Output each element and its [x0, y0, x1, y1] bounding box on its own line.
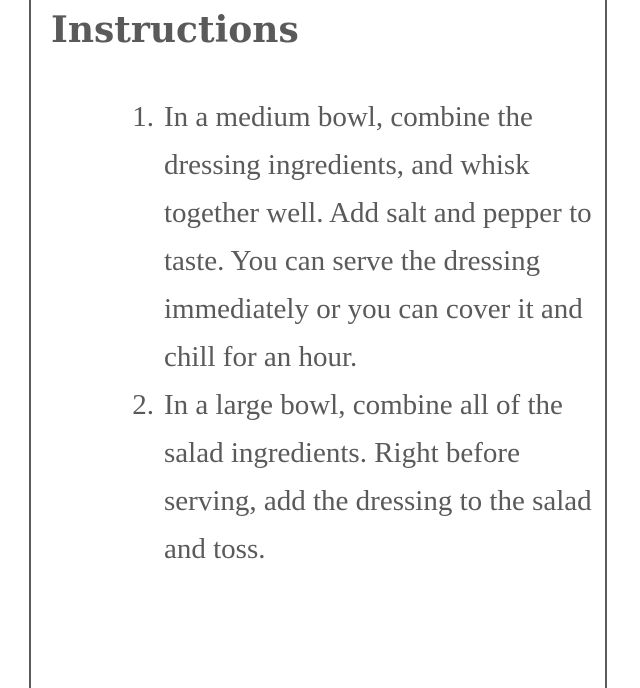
step-number: 2.: [132, 389, 154, 421]
instruction-step: [132, 381, 604, 573]
instruction-step: [132, 93, 604, 381]
step-text: In a medium bowl, combine the dressing ingredients, and whisk together well. Add salt and pepper to taste. You can serve the dressing immediately or you can cover it and chill for an hour.: [164, 101, 592, 373]
instructions-card: [29, 0, 607, 688]
step-text: In a large bowl, combine all of the salad ingredients. Right before serving, add the dressing to the salad and toss.: [164, 389, 592, 565]
step-number: 1.: [132, 101, 154, 133]
instructions-heading: Instructions: [51, 9, 299, 51]
instructions-list: [132, 93, 604, 573]
